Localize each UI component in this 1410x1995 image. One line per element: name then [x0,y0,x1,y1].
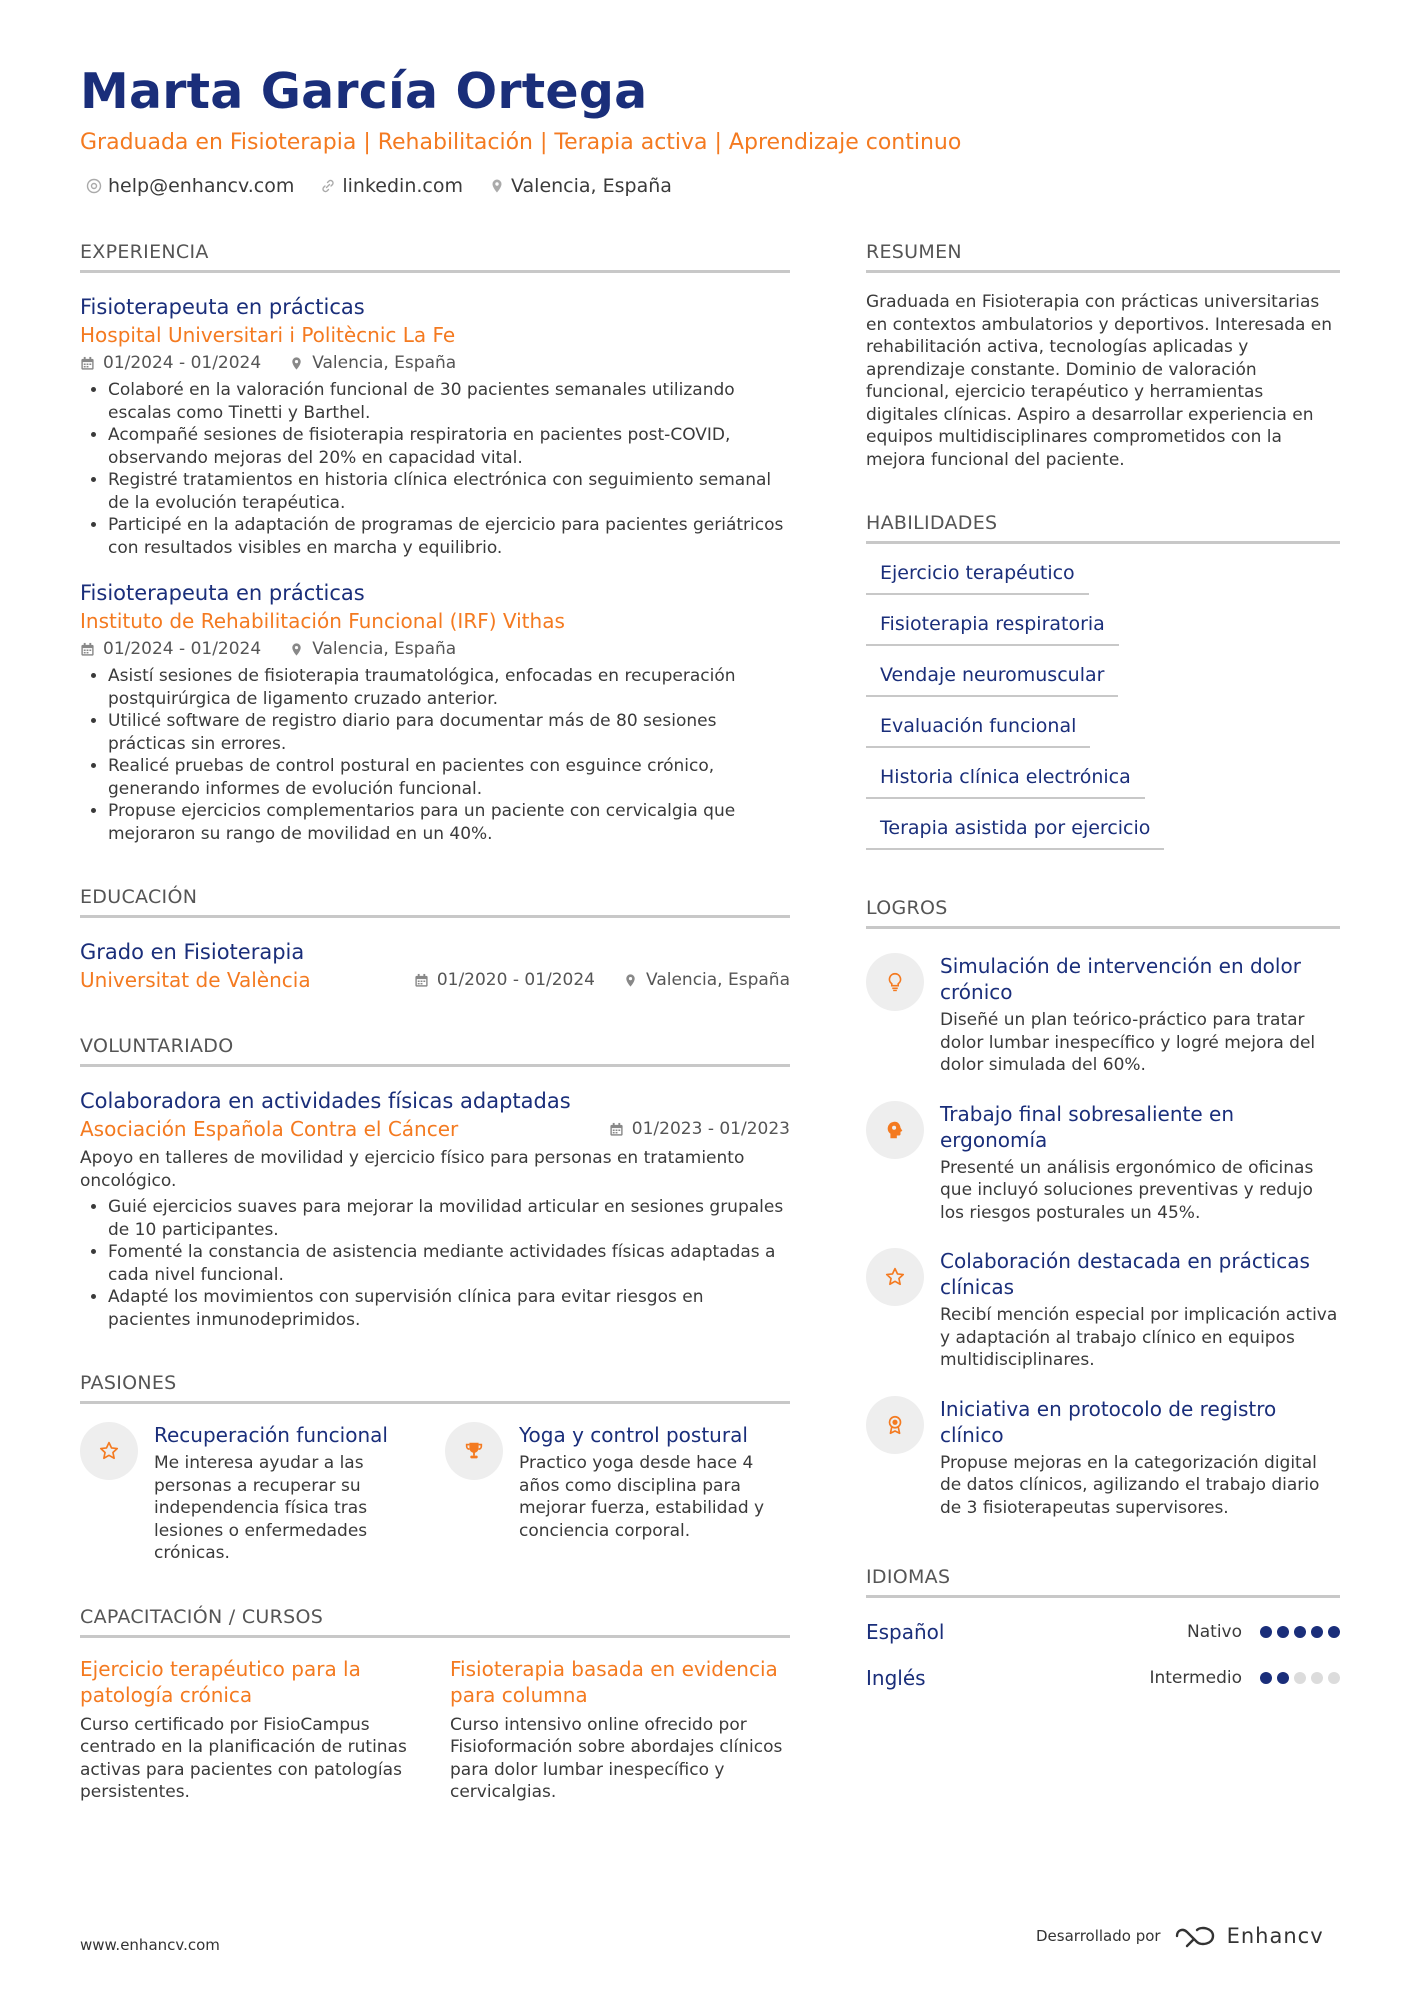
language-dots [1260,1626,1340,1638]
language-name: Inglés [866,1666,926,1690]
skills-heading: HABILIDADES [866,511,1340,544]
contact-linkedin[interactable] [320,175,463,197]
contact-location [489,175,672,197]
languages-heading: IDIOMAS [866,1565,1340,1598]
level-dot-filled [1277,1626,1289,1638]
calendar-icon [414,973,429,988]
education-item [80,938,790,994]
education-dates: 01/2020 - 01/2024 [436,970,596,990]
job-bullets [80,379,790,559]
volunteer-bullets [80,1196,790,1331]
language-dots [1260,1672,1340,1684]
skill-tag: Evaluación funcional [866,713,1090,748]
job-bullets [80,665,790,845]
job-meta [80,637,790,661]
job-location: Valencia, España [312,353,457,373]
course-title: Fisioterapia basada en evidencia para columna [450,1656,778,1707]
courses-list [80,1656,790,1804]
bullet: • Participé en la adaptación de programas de ejercicio para pacientes geriátricos con resultados visibles en marcha y equilibrio. [108,514,790,559]
education-meta [414,968,790,992]
achievement-title: Simulación de intervención en dolor crónico [940,954,1301,1004]
course-item [450,1656,790,1804]
passion-desc: Practico yoga desde hace 4 años como disciplina para mejorar fuerza, estabilidad y conciencia corporal. [519,1453,765,1541]
job-meta [80,351,790,375]
bullet: • Fomenté la constancia de asistencia mediante actividades físicas adaptadas a cada nivel funcional. [108,1241,790,1286]
volunteering-item [80,1087,790,1331]
bullet: • Guié ejercicios suaves para mejorar la movilidad articular en sesiones grupales de 10 participantes. [108,1196,790,1241]
brain-icon [884,1119,906,1141]
level-dot-filled [1294,1626,1306,1638]
degree: Grado en Fisioterapia [80,940,305,964]
location-pin-icon [623,973,638,988]
star-icon [884,1266,906,1288]
job-location: Valencia, España [312,639,457,659]
school: Universitat de València [80,968,311,992]
achievements-heading: LOGROS [866,896,1340,929]
bullet: • Asistí sesiones de fisioterapia traumatológica, enfocadas en recuperación postquirúrgica de ligamento cruzado anterior. [108,665,790,710]
skill-tag: Historia clínica electrónica [866,764,1145,799]
level-dot-empty [1294,1672,1306,1684]
calendar-icon [80,642,95,657]
job-dates: 01/2024 - 01/2024 [103,639,262,659]
language-name: Español [866,1620,945,1644]
summary-heading: RESUMEN [866,240,1340,273]
language-level: Intermedio [1149,1668,1242,1688]
passion-title: Recuperación funcional [154,1423,388,1447]
level-dot-filled [1328,1626,1340,1638]
passions-list [80,1422,790,1565]
achievement-desc: Recibí mención especial por implicación activa y adaptación al trabajo clínico en equipos multidisciplinares. [940,1305,1338,1370]
email-text: help@enhancv.com [108,175,295,197]
achievement-item [866,953,1340,1077]
powered-by-text: Desarrollado por [1036,1927,1161,1945]
link-icon [320,178,336,194]
calendar-icon [609,1122,624,1137]
skill-tag: Terapia asistida por ejercicio [866,815,1164,850]
bullet: • Registré tratamientos en historia clínica electrónica con seguimiento semanal de la evolución terapéutica. [108,469,790,514]
tagline: Graduada en Fisioterapia | Rehabilitación | Terapia activa | Aprendizaje continuo [80,130,962,155]
contact-list [80,175,1340,197]
education-location: Valencia, España [646,970,790,990]
job-title: Fisioterapeuta en prácticas [80,295,365,319]
course-title: Ejercicio terapéutico para la patología crónica [80,1656,361,1707]
left-column [80,240,790,1804]
location-text: Valencia, España [511,175,672,197]
job-dates: 01/2024 - 01/2024 [103,353,262,373]
passion-item [80,1422,425,1565]
employer: Hospital Universitari i Politècnic La Fe [80,323,456,347]
achievement-desc: Propuse mejoras en la categorización digital de datos clínicos, agilizando el trabajo diario de 3 fisioterapeutas supervisores. [940,1452,1320,1518]
summary-text: Graduada en Fisioterapia con prácticas universitarias en contextos ambulatorios y deportivos. Interesada en rehabilitación activa, tecnologías aplicadas y aprendizaje constante. Dominio de valoración funcional, ejercicio terapéutico y herramientas digitales clínicas. Aspiro a desarrollar experiencia en equipos multidisciplinares comprometidos con la mejora funcional del paciente. [866,292,1333,470]
course-desc: Curso certificado por FisioCampus centrado en la planificación de rutinas activas para pacientes con patologías persistentes. [80,1714,407,1802]
passion-title: Yoga y control postural [519,1423,748,1447]
footer-branding [1036,1924,1324,1948]
candidate-name: Marta García Ortega [80,63,648,120]
education-heading: EDUCACIÓN [80,885,790,918]
right-column [866,240,1340,1690]
language-item [866,1666,1340,1690]
bullet: • Colaboré en la valoración funcional de 30 pacientes semanales utilizando escalas como Tinetti y Barthel. [108,379,790,424]
level-dot-filled [1311,1626,1323,1638]
linkedin-text: linkedin.com [342,175,463,197]
passion-desc: Me interesa ayudar a las personas a recuperar su independencia física tras lesiones o enfermedades crónicas. [154,1453,368,1563]
experience-item [80,293,790,559]
achievement-item [866,1248,1340,1372]
level-dot-empty [1328,1672,1340,1684]
award-icon [884,1414,906,1436]
skill-tag: Ejercicio terapéutico [866,560,1089,595]
course-desc: Curso intensivo online ofrecido por Fisioformación sobre abordajes clínicos para dolor lumbar inespecífico y cervicalgias. [450,1714,783,1802]
star-icon [98,1440,120,1462]
level-dot-filled [1260,1626,1272,1638]
volunteer-org: Asociación Española Contra el Cáncer [80,1117,459,1141]
bullet: • Realicé pruebas de control postural en pacientes con esguince crónico, generando informes de evolución funcional. [108,755,790,800]
volunteer-role: Colaboradora en actividades físicas adaptadas [80,1089,571,1113]
location-pin-icon [289,356,304,371]
brand-logo[interactable] [1173,1924,1324,1948]
header [80,62,1340,197]
achievement-desc: Presenté un análisis ergonómico de oficinas que incluyó soluciones preventivas y redujo los riesgos posturales un 45%. [940,1157,1314,1223]
brand-name: Enhancv [1226,1924,1324,1948]
employer: Instituto de Rehabilitación Funcional (IRF) Vithas [80,609,565,633]
achievement-title: Iniciativa en protocolo de registro clínico [940,1396,1277,1447]
achievement-desc: Diseñé un plan teórico-práctico para tratar dolor lumbar inespecífico y logré mejora del dolor simulada del 60%. [940,1010,1316,1075]
trophy-icon [463,1440,485,1462]
skills-list [866,560,1340,850]
skill-tag: Vendaje neuromuscular [866,662,1118,697]
language-item [866,1620,1340,1644]
achievement-item [866,1396,1340,1520]
experience-item [80,579,790,845]
level-dot-filled [1260,1672,1272,1684]
achievement-title: Trabajo final sobresaliente en ergonomía [940,1101,1234,1152]
volunteer-dates: 01/2023 - 01/2023 [631,1119,790,1139]
volunteer-summary: Apoyo en talleres de movilidad y ejercicio físico para personas en tratamiento oncológico. [80,1148,745,1191]
calendar-icon [80,356,95,371]
level-dot-empty [1311,1672,1323,1684]
location-pin-icon [489,178,505,194]
bullet: • Adapté los movimientos con supervisión clínica para evitar riesgos en pacientes inmunodeprimidos. [108,1286,790,1331]
bullet: • Propuse ejercicios complementarios para un paciente con cervicalgia que mejoraron su rango de movilidad en un 40%. [108,800,790,845]
bullet: • Acompañé sesiones de fisioterapia respiratoria en pacientes post-COVID, observando mejoras del 20% en capacidad vital. [108,424,790,469]
course-item [80,1656,420,1804]
achievement-item [866,1101,1340,1225]
passions-heading: PASIONES [80,1371,790,1404]
level-dot-filled [1277,1672,1289,1684]
passion-item [445,1422,790,1565]
lightbulb-icon [884,971,906,993]
experience-heading: EXPERIENCIA [80,240,790,273]
location-pin-icon [289,642,304,657]
volunteer-meta [609,1117,790,1141]
enhancv-logo-icon [1173,1924,1219,1948]
volunteering-heading: VOLUNTARIADO [80,1034,790,1067]
footer-website[interactable]: www.enhancv.com [80,1936,220,1954]
achievement-title: Colaboración destacada en prácticas clínicas [940,1249,1310,1299]
contact-email[interactable] [86,175,294,197]
job-title: Fisioterapeuta en prácticas [80,581,365,605]
at-icon [86,178,102,194]
courses-heading: CAPACITACIÓN / CURSOS [80,1605,790,1638]
bullet: • Utilicé software de registro diario para documentar más de 80 sesiones prácticas sin errores. [108,710,790,755]
language-level: Nativo [1187,1622,1242,1642]
skill-tag: Fisioterapia respiratoria [866,611,1119,646]
